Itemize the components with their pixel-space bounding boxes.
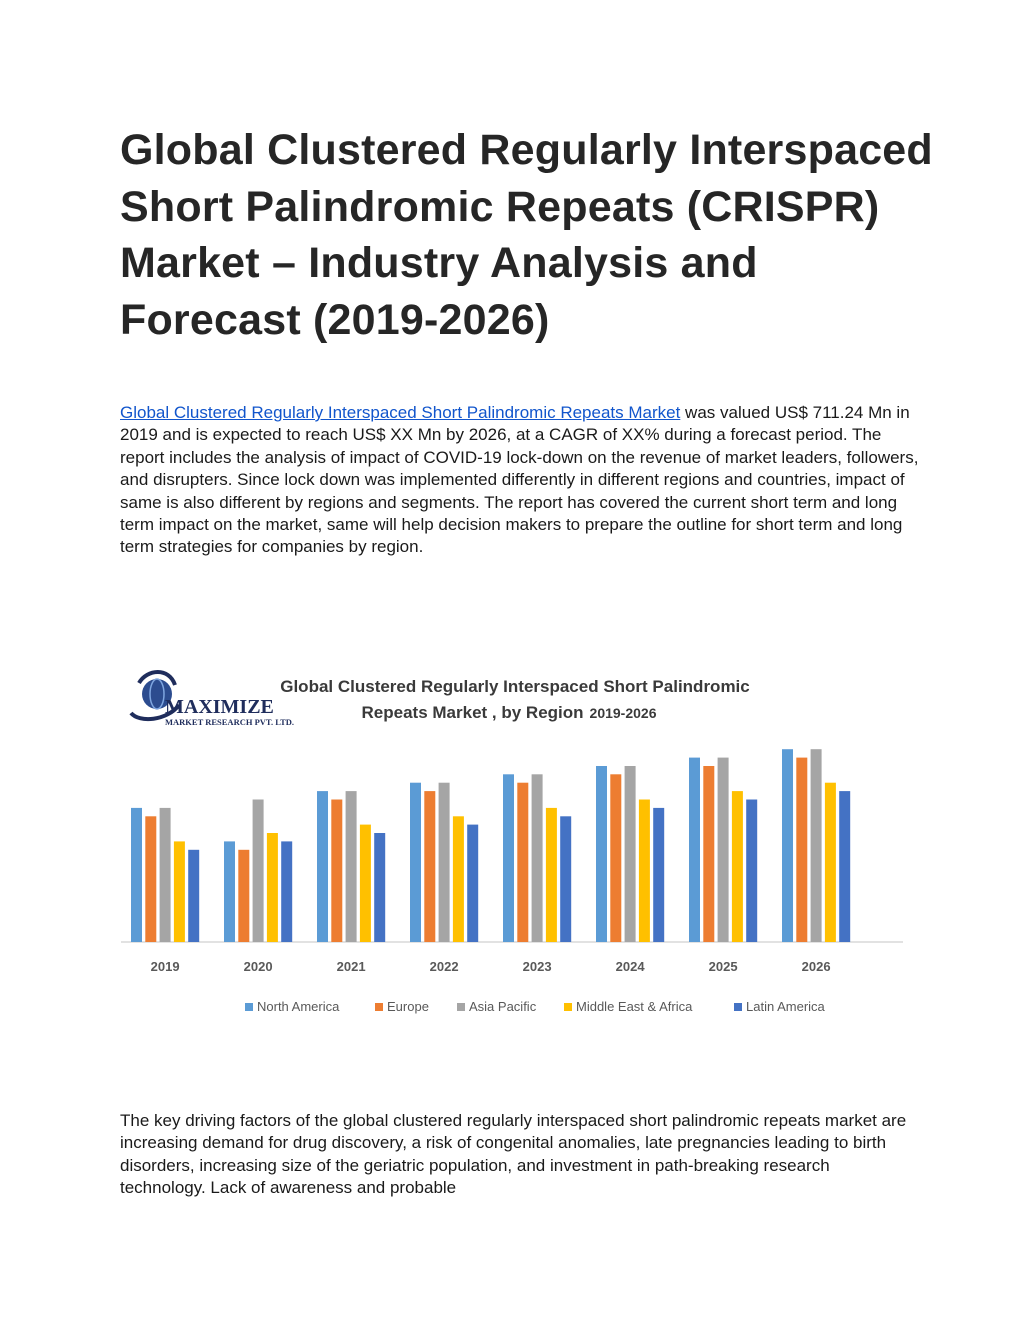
bar-north-america-2022 [410, 783, 421, 942]
chart-title-line1: Global Clustered Regularly Interspaced Short Palindromic [280, 677, 750, 696]
bar-europe-2019 [145, 816, 156, 942]
regional-bar-chart [119, 661, 905, 1026]
legend-label-middle-east-africa: Middle East & Africa [576, 999, 693, 1014]
bar-latin-america-2021 [374, 833, 385, 942]
bar-latin-america-2022 [467, 825, 478, 942]
market-chart-figure [119, 661, 905, 1026]
logo-tagline: MARKET RESEARCH PVT. LTD. [165, 717, 295, 727]
bar-europe-2024 [610, 774, 621, 942]
bar-middle-east-africa-2023 [546, 808, 557, 942]
bar-middle-east-africa-2026 [825, 783, 836, 942]
bar-asia-pacific-2026 [811, 749, 822, 942]
x-tick-2026: 2026 [801, 959, 831, 974]
bar-middle-east-africa-2025 [732, 791, 743, 942]
chart-title-region: Repeats Market , by Region [361, 703, 584, 722]
bar-north-america-2026 [782, 749, 793, 942]
x-tick-2025: 2025 [708, 959, 738, 974]
bar-middle-east-africa-2021 [360, 825, 371, 942]
legend-swatch-middle-east-africa [564, 1003, 572, 1011]
bar-asia-pacific-2024 [625, 766, 636, 942]
bar-europe-2023 [517, 783, 528, 942]
bar-asia-pacific-2021 [346, 791, 357, 942]
chart-title-line2 [362, 703, 657, 722]
body-paragraph-2: The key driving factors of the global clustered regularly interspaced short palindromic repeats market are increasing demand for drug discovery, a risk of congenital anomalies, late pregnancies leading to birth disorders, increasing size of the geriatric population, and investment in path-breaking research technology. Lack of awareness and probable [120, 1111, 907, 1198]
bar-north-america-2025 [689, 758, 700, 942]
bar-middle-east-africa-2019 [174, 841, 185, 942]
intro-paragraph [120, 402, 920, 559]
x-tick-2020: 2020 [243, 959, 273, 974]
chart-title-years: 2019-2026 [589, 705, 657, 721]
bar-europe-2026 [796, 758, 807, 942]
bar-north-america-2024 [596, 766, 607, 942]
bar-europe-2025 [703, 766, 714, 942]
bar-north-america-2020 [224, 841, 235, 942]
bar-north-america-2019 [131, 808, 142, 942]
legend-swatch-europe [375, 1003, 383, 1011]
x-tick-2019: 2019 [150, 959, 180, 974]
legend-label-asia-pacific: Asia Pacific [469, 999, 537, 1014]
bar-latin-america-2020 [281, 841, 292, 942]
legend-swatch-north-america [245, 1003, 253, 1011]
bar-middle-east-africa-2020 [267, 833, 278, 942]
market-report-link[interactable]: Global Clustered Regularly Interspaced Short Palindromic Repeats Market [120, 403, 681, 422]
x-tick-labels [151, 959, 831, 974]
bar-asia-pacific-2022 [439, 783, 450, 942]
bar-asia-pacific-2025 [718, 758, 729, 942]
legend-swatch-asia-pacific [457, 1003, 465, 1011]
bar-latin-america-2023 [560, 816, 571, 942]
bar-asia-pacific-2019 [160, 808, 171, 942]
x-tick-2022: 2022 [429, 959, 459, 974]
bar-europe-2021 [331, 800, 342, 943]
legend-swatch-latin-america [734, 1003, 742, 1011]
bar-latin-america-2026 [839, 791, 850, 942]
bar-latin-america-2019 [188, 850, 199, 942]
bar-latin-america-2025 [746, 800, 757, 943]
bar-europe-2022 [424, 791, 435, 942]
bar-asia-pacific-2023 [532, 774, 543, 942]
intro-text: was valued US$ 711.24 Mn in 2019 and is expected to reach US$ XX Mn by 2026, at a CAGR of XX% during a forecast period. The report includes the analysis of impact of COVID-19 lock-down on the revenue of market leaders, followers, and disrupters. Since lock down was implemented differently in different regions and countries, impact of same is also different by regions and segments. The report has covered the current short term and long term impact on the market, same will help decision makers to prepare the outline for short term and long term strategies for companies by region. [120, 403, 919, 557]
bar-asia-pacific-2020 [253, 800, 264, 943]
bar-europe-2020 [238, 850, 249, 942]
legend-label-europe: Europe [387, 999, 429, 1014]
bar-latin-america-2024 [653, 808, 664, 942]
legend-label-latin-america: Latin America [746, 999, 825, 1014]
maximize-logo [131, 672, 294, 727]
logo-name: MAXIMIZE [165, 696, 274, 718]
bar-group [131, 749, 850, 942]
x-tick-2024: 2024 [615, 959, 645, 974]
bar-middle-east-africa-2024 [639, 800, 650, 943]
x-tick-2021: 2021 [336, 959, 366, 974]
bar-north-america-2023 [503, 774, 514, 942]
document-title: Global Clustered Regularly Interspaced Short Palindromic Repeats (CRISPR) Market – Industry Analysis and Forecast (2019-2026) [120, 126, 933, 344]
bar-middle-east-africa-2022 [453, 816, 464, 942]
legend-label-north-america: North America [257, 999, 340, 1014]
chart-legend [245, 999, 826, 1014]
x-tick-2023: 2023 [522, 959, 552, 974]
bar-north-america-2021 [317, 791, 328, 942]
